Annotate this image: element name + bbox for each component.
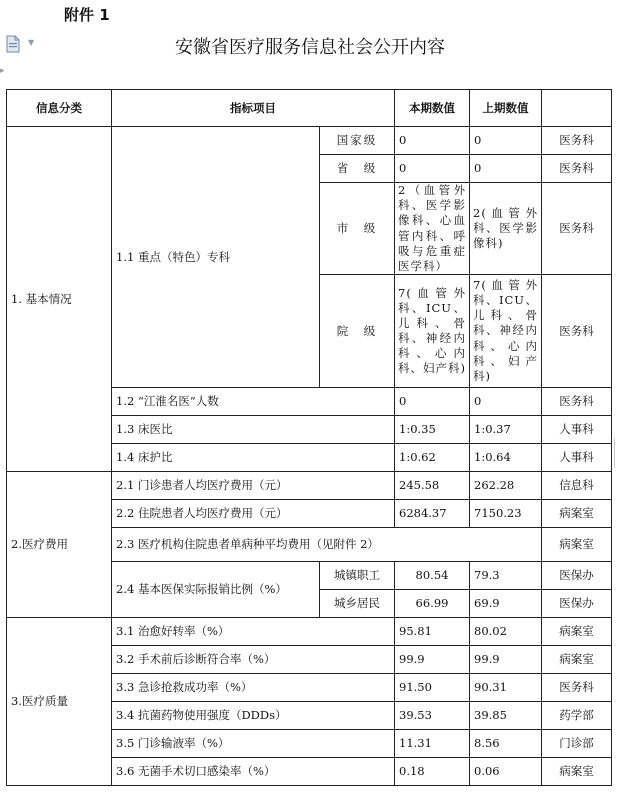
department: 门诊部 xyxy=(542,730,612,758)
previous-value: 0 xyxy=(470,155,542,183)
department: 医务科 xyxy=(542,275,612,388)
department: 人事科 xyxy=(542,416,612,444)
header-department xyxy=(542,90,612,127)
previous-value: 80.02 xyxy=(470,618,542,646)
current-value: 80.54 xyxy=(395,562,470,590)
indicator-label: 1.3 床医比 xyxy=(112,416,395,444)
department: 病案室 xyxy=(542,646,612,674)
section-quality: 3.医疗质量 xyxy=(7,618,112,786)
department: 医务科 xyxy=(542,183,612,275)
current-value: 39.53 xyxy=(395,702,470,730)
insurance-type: 城镇职工 xyxy=(320,562,395,590)
previous-value: 39.85 xyxy=(470,702,542,730)
key-specialty-label: 1.1 重点（特色）专科 xyxy=(112,127,320,388)
previous-value: 1:0.64 xyxy=(470,444,542,472)
level-label: 国家级 xyxy=(320,127,395,155)
department: 医务科 xyxy=(542,155,612,183)
header-category: 信息分类 xyxy=(7,90,112,127)
department: 病案室 xyxy=(542,528,612,562)
section-basic: 1. 基本情况 xyxy=(7,127,112,472)
indicator-label: 2.3 医疗机构住院患者单病种平均费用（见附件 2） xyxy=(112,528,542,562)
department: 医务科 xyxy=(542,127,612,155)
department: 病案室 xyxy=(542,618,612,646)
header-indicator: 指标项目 xyxy=(112,90,395,127)
insurance-type: 城乡居民 xyxy=(320,590,395,618)
previous-value: 262.28 xyxy=(470,472,542,500)
current-value: 99.9 xyxy=(395,646,470,674)
indicator-label: 3.5 门诊输液率（%） xyxy=(112,730,395,758)
attachment-label: 附件 1 xyxy=(64,6,110,24)
level-label: 院 级 xyxy=(320,275,395,388)
indicator-label: 3.6 无菌手术切口感染率（%） xyxy=(112,758,395,786)
previous-value: 0.06 xyxy=(470,758,542,786)
current-value: 7(血管外科、ICU、儿科、骨科、神经内科、心内科、妇产科) xyxy=(395,275,470,388)
scroll-marker xyxy=(614,438,620,468)
current-value: 0 xyxy=(395,388,470,416)
indicator-label: 1.2 “江淮名医”人数 xyxy=(112,388,395,416)
department: 医务科 xyxy=(542,674,612,702)
department: 医保办 xyxy=(542,590,612,618)
current-value: 0 xyxy=(395,155,470,183)
current-value: 245.58 xyxy=(395,472,470,500)
header-previous: 上期数值 xyxy=(470,90,542,127)
current-value: 95.81 xyxy=(395,618,470,646)
current-value: 1:0.35 xyxy=(395,416,470,444)
previous-value: 7(血管外科、ICU、儿科、骨科、神经内科、心内科、妇产科) xyxy=(470,275,542,388)
previous-value: 2(血管外科、医学影像科) xyxy=(470,183,542,275)
department: 人事科 xyxy=(542,444,612,472)
dropdown-caret-icon[interactable]: ▼ xyxy=(28,38,35,47)
current-value: 6284.37 xyxy=(395,500,470,528)
current-value: 1:0.62 xyxy=(395,444,470,472)
page-title: 安徽省医疗服务信息社会公开内容 xyxy=(175,37,445,58)
department: 药学部 xyxy=(542,702,612,730)
level-label: 市 级 xyxy=(320,183,395,275)
indicator-label: 2.2 住院患者人均医疗费用（元） xyxy=(112,500,395,528)
collapse-arrow-icon[interactable]: ▸ xyxy=(0,66,5,76)
table-row xyxy=(7,127,612,155)
department: 医保办 xyxy=(542,562,612,590)
previous-value: 79.3 xyxy=(470,562,542,590)
header-current: 本期数值 xyxy=(395,90,470,127)
current-value: 66.99 xyxy=(395,590,470,618)
section-cost: 2.医疗费用 xyxy=(7,472,112,618)
level-label: 省 级 xyxy=(320,155,395,183)
table-row xyxy=(7,618,612,646)
previous-value: 99.9 xyxy=(470,646,542,674)
current-value: 2（血管外科、医学影像科、心血管内科、呼吸与危重症医学科） xyxy=(395,183,470,275)
table-header xyxy=(7,90,612,127)
table-row xyxy=(7,472,612,500)
previous-value: 0 xyxy=(470,388,542,416)
previous-value: 0 xyxy=(470,127,542,155)
department: 病案室 xyxy=(542,500,612,528)
previous-value: 1:0.37 xyxy=(470,416,542,444)
indicator-label: 1.4 床护比 xyxy=(112,444,395,472)
indicator-label: 3.4 抗菌药物使用强度（DDDs） xyxy=(112,702,395,730)
disclosure-table xyxy=(6,89,612,786)
previous-value: 69.9 xyxy=(470,590,542,618)
indicator-label: 2.1 门诊患者人均医疗费用（元） xyxy=(112,472,395,500)
current-value: 0 xyxy=(395,127,470,155)
indicator-label: 3.1 治愈好转率（%） xyxy=(112,618,395,646)
previous-value: 7150.23 xyxy=(470,500,542,528)
department: 医务科 xyxy=(542,388,612,416)
department: 病案室 xyxy=(542,758,612,786)
current-value: 11.31 xyxy=(395,730,470,758)
current-value: 0.18 xyxy=(395,758,470,786)
insurance-label: 2.4 基本医保实际报销比例（%） xyxy=(112,562,320,618)
previous-value: 90.31 xyxy=(470,674,542,702)
department: 信息科 xyxy=(542,472,612,500)
previous-value: 8.56 xyxy=(470,730,542,758)
indicator-label: 3.3 急诊抢救成功率（%） xyxy=(112,674,395,702)
indicator-label: 3.2 手术前后诊断符合率（%） xyxy=(112,646,395,674)
current-value: 91.50 xyxy=(395,674,470,702)
